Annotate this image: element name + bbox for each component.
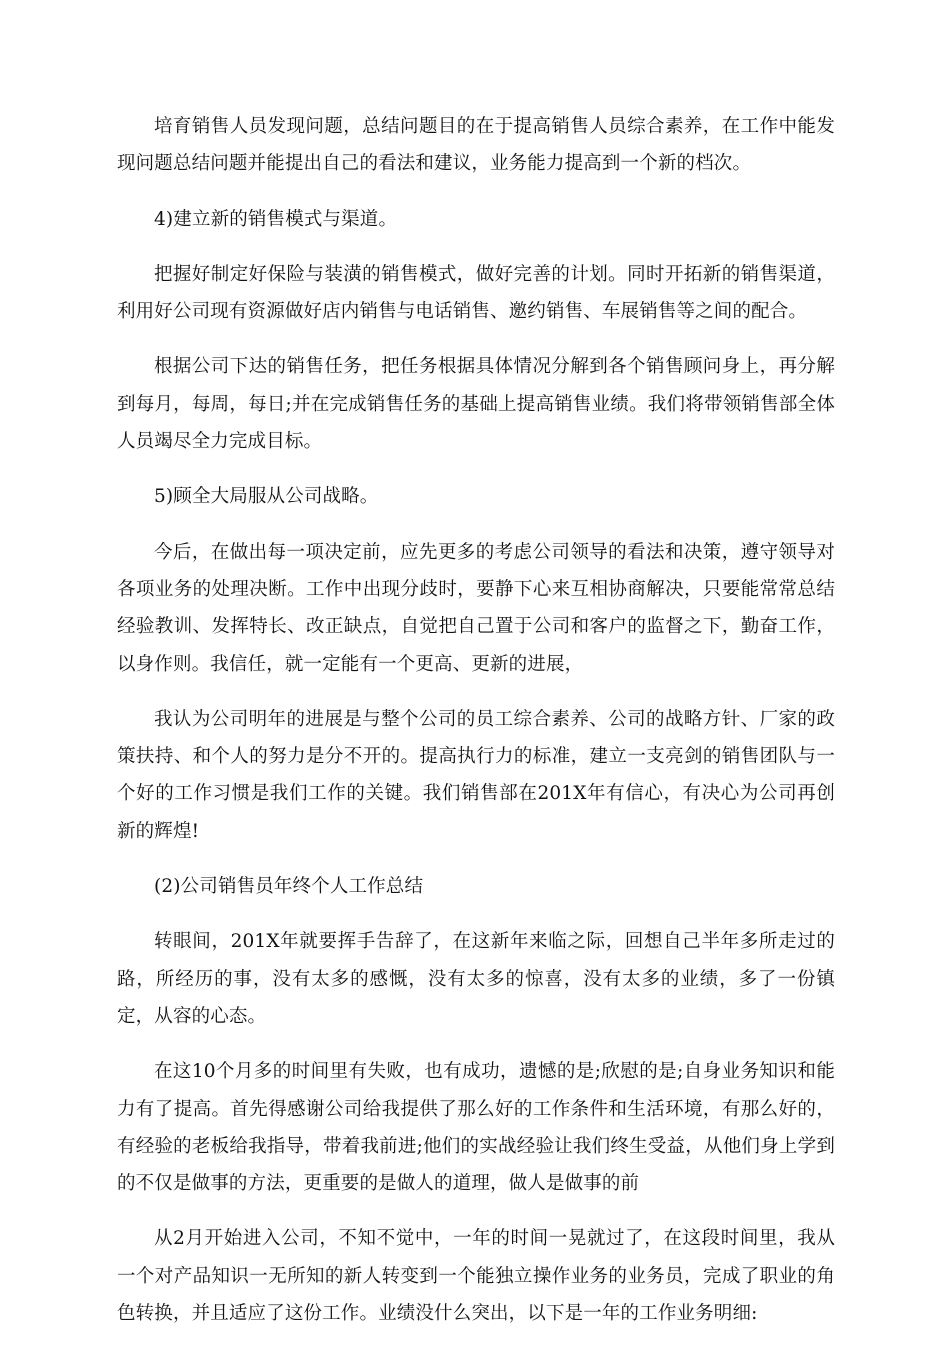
paragraph-4: 根据公司下达的销售任务，把任务根据具体情况分解到各个销售顾问身上，再分解到每月，每周，每日;并在完成销售任务的基础上提高销售业绩。我们将带领销售部全体人员竭尽全力完成目标。 [117, 356, 835, 453]
paragraph-2-heading: 4)建立新的销售模式与渠道。 [154, 208, 398, 230]
paragraph-1: 培育销售人员发现问题，总结问题目的在于提高销售人员综合素养，在工作中能发现问题总结问题并能提出自己的看法和建议，业务能力提高到一个新的档次。 [117, 116, 835, 175]
paragraph-7: 我认为公司明年的进展是与整个公司的员工综合素养、公司的战略方针、厂家的政策扶持、和个人的努力是分不开的。提高执行力的标准，建立一支亮剑的销售团队与一个好的工作习惯是我们工作的关键。我们销售部在201X年有信心，有决心为公司再创新的辉煌! [117, 708, 835, 842]
paragraph-8-heading: (2)公司销售员年终个人工作总结 [154, 876, 424, 898]
paragraph-5-heading: 5)顾全大局服从公司战略。 [154, 486, 379, 508]
paragraph-3: 把握好制定好保险与装潢的销售模式，做好完善的计划。同时开拓新的销售渠道，利用好公司现有资源做好店内销售与电话销售、邀约销售、车展销售等之间的配合。 [117, 263, 835, 323]
paragraph-11: 从2月开始进入公司，不知不觉中，一年的时间一晃就过了，在这段时间里，我从一个对产品知识一无所知的新人转变到一个能独立操作业务的业务员，完成了职业的角色转换，并且适应了这份工作。业绩没什么突出，以下是一年的工作业务明细: [117, 1228, 835, 1325]
document-body [117, 108, 835, 1350]
paragraph-10: 在这10个月多的时间里有失败，也有成功，遗憾的是;欣慰的是;自身业务知识和能力有了提高。首先得感谢公司给我提供了那么好的工作条件和生活环境，有那么好的，有经验的老板给我指导，带着我前进;他们的实战经验让我们终生受益，从他们身上学到的不仅是做事的方法，更重要的是做人的道理，做人是做事的前 [117, 1061, 835, 1195]
paragraph-9: 转眼间，201X年就要挥手告辞了，在这新年来临之际，回想自己半年多所走过的路，所经历的事，没有太多的感慨，没有太多的惊喜，没有太多的业绩，多了一份镇定，从容的心态。 [117, 931, 835, 1027]
paragraph-6: 今后，在做出每一项决定前，应先更多的考虑公司领导的看法和决策，遵守领导对各项业务的处理决断。工作中出现分歧时，要静下心来互相协商解决，只要能常常总结经验教训、发挥特长、改正缺点，自觉把自己置于公司和客户的监督之下，勤奋工作，以身作则。我信任，就一定能有一个更高、更新的进展， [117, 541, 835, 675]
